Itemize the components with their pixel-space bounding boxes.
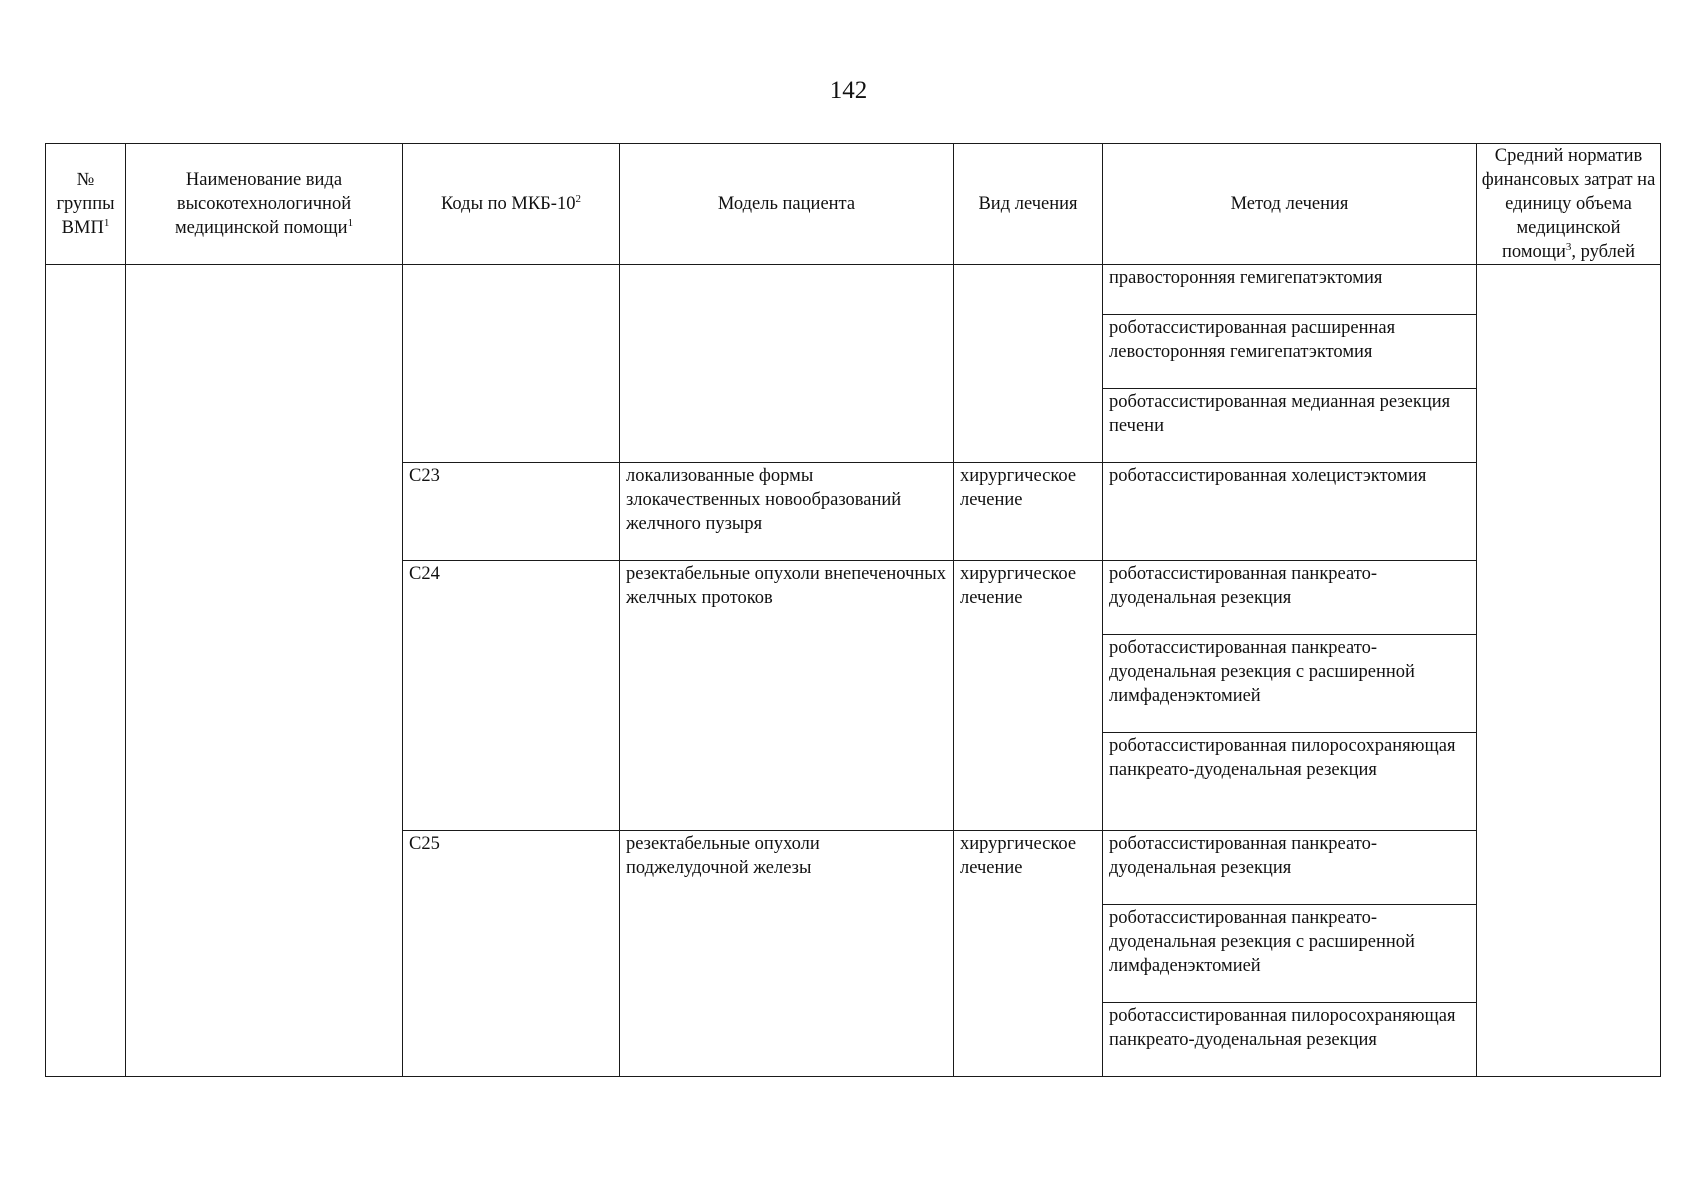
patient-model-cell: резектабельные опухоли внепеченочных желчных протоков xyxy=(620,561,954,831)
group-number-cell xyxy=(46,265,126,1077)
icd-code-cell: C25 xyxy=(403,831,620,1077)
header-icd-codes: Коды по МКБ-$10^2$ xyxy=(403,144,620,265)
header-care-name: Наименование вида высокотехнологичной медицинской помощи$^1$ xyxy=(126,144,403,265)
icd-code-cell xyxy=(403,265,620,463)
patient-model-cell xyxy=(620,265,954,463)
header-treatment-method: Метод лечения xyxy=(1103,144,1477,265)
treatment-method-cell: роботассистированная панкреато-дуоденальная резекция с расширенной лимфаденэктомией xyxy=(1103,635,1477,733)
treatment-type-cell: хирургическое лечение xyxy=(954,561,1103,831)
average-cost-cell xyxy=(1477,265,1661,1077)
treatment-method-cell: роботассистированная пилоросохраняющая панкреато-дуоденальная резекция xyxy=(1103,733,1477,831)
treatment-method-cell: роботассистированная холецистэктомия xyxy=(1103,463,1477,561)
treatment-type-cell xyxy=(954,265,1103,463)
treatment-type-cell: хирургическое лечение xyxy=(954,463,1103,561)
care-name-cell xyxy=(126,265,403,1077)
treatment-method-cell: роботассистированная расширенная левосторонняя гемигепатэктомия xyxy=(1103,315,1477,389)
treatment-method-cell: роботассистированная панкреато-дуоденальная резекция с расширенной лимфаденэктомией xyxy=(1103,905,1477,1003)
patient-model-cell: локализованные формы злокачественных новообразований желчного пузыря xyxy=(620,463,954,561)
table-row xyxy=(46,265,1661,315)
patient-model-cell: резектабельные опухоли поджелудочной железы xyxy=(620,831,954,1077)
treatment-method-cell: роботассистированная панкреато-дуоденальная резекция xyxy=(1103,561,1477,635)
page-number: 142 xyxy=(829,77,868,104)
treatment-method-cell: правосторонняя гемигепатэктомия xyxy=(1103,265,1477,315)
treatment-method-cell: роботассистированная панкреато-дуоденальная резекция xyxy=(1103,831,1477,905)
header-group-number: № группы ВМП$^1$ xyxy=(46,144,126,265)
vmp-table xyxy=(45,143,1661,1077)
table-header-row xyxy=(46,144,1661,265)
treatment-type-cell: хирургическое лечение xyxy=(954,831,1103,1077)
icd-code-cell: C23 xyxy=(403,463,620,561)
header-patient-model: Модель пациента xyxy=(620,144,954,265)
header-treatment-type: Вид лечения xyxy=(954,144,1103,265)
header-average-cost: Средний норматив финансовых затрат на единицу объема медицинской помощи$^3$, рублей xyxy=(1477,144,1661,265)
treatment-method-cell: роботассистированная медианная резекция печени xyxy=(1103,389,1477,463)
icd-code-cell: C24 xyxy=(403,561,620,831)
treatment-method-cell: роботассистированная пилоросохраняющая панкреато-дуоденальная резекция xyxy=(1103,1003,1477,1077)
